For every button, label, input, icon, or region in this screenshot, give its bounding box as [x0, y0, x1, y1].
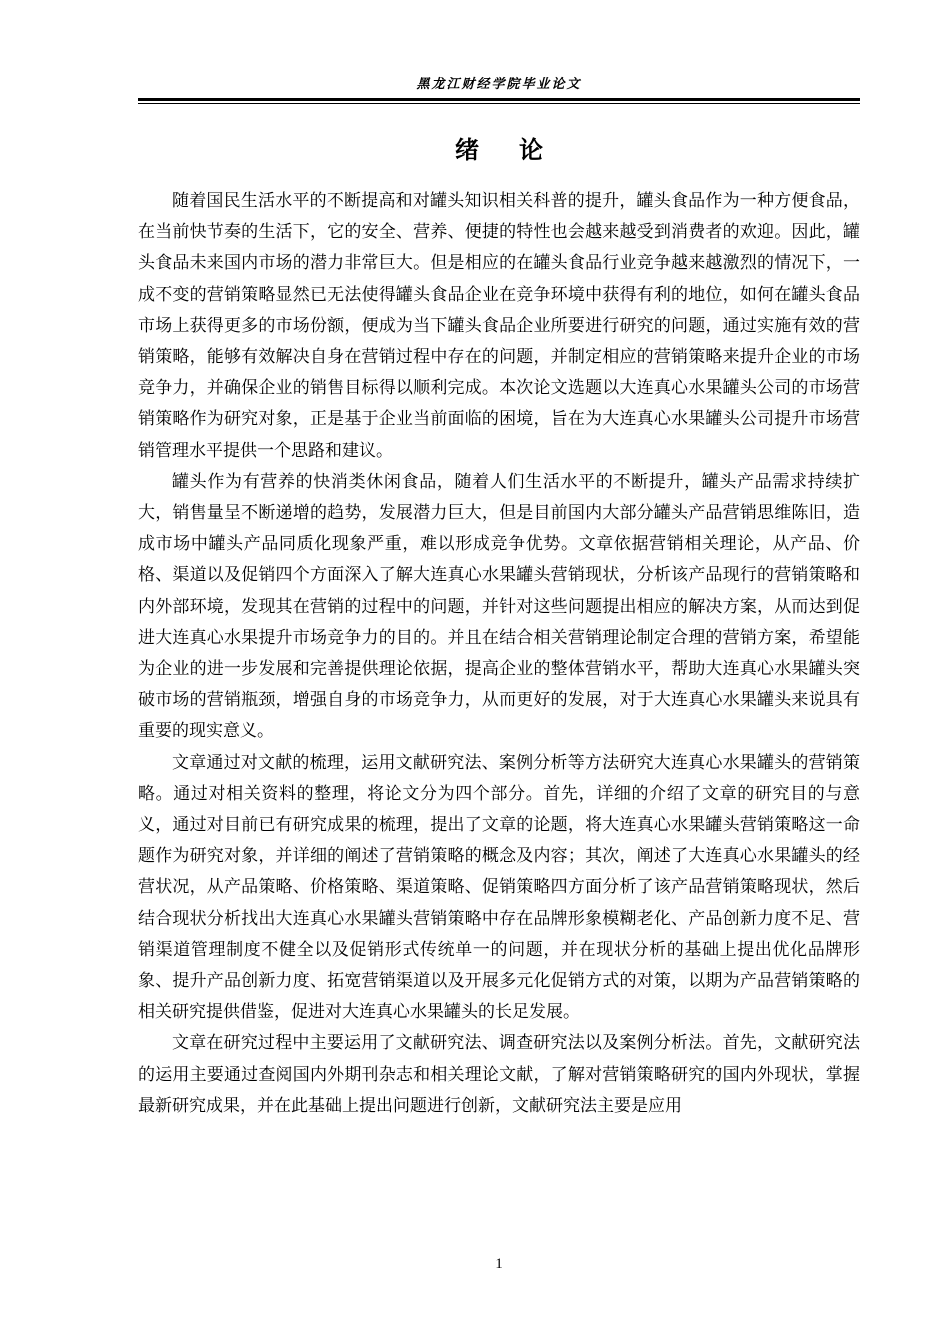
paragraph-4: 文章在研究过程中主要运用了文献研究法、调查研究法以及案例分析法。首先，文献研究法的运用主要通过查阅国内外期刊杂志和相关理论文献，了解对营销策略研究的国内外现状，掌握最新研究成果，并在此基础上提出问题进行创新，文献研究法主要是应用: [138, 1033, 860, 1116]
running-header: 黑龙江财经学院毕业论文: [416, 77, 582, 92]
body-text: [138, 186, 860, 1122]
paragraph-3: 文章通过对文献的梳理，运用文献研究法、案例分析等方法研究大连真心水果罐头的营销策略。通过对相关资料的整理，将论文分为四个部分。首先，详细的介绍了文章的研究目的与意义，通过对目前已有研究成果的梳理，提出了文章的论题，将大连真心水果罐头营销策略这一命题作为研究对象，并详细的阐述了营销策略的概念及内容；其次，阐述了大连真心水果罐头的经营状况，从产品策略、价格策略、渠道策略、促销策略四方面分析了该产品营销策略现状，然后结合现状分析找出大连真心水果罐头营销策略中存在品牌形象模糊老化、产品创新力度不足、营销渠道管理制度不健全以及促销形式传统单一的问题，并在现状分析的基础上提出优化品牌形象、提升产品创新力度、拓宽营销渠道以及开展多元化促销方式的对策，以期为产品营销策略的相关研究提供借鉴，促进对大连真心水果罐头的长足发展。: [138, 752, 860, 1023]
paragraph-2: 罐头作为有营养的快消类休闲食品，随着人们生活水平的不断提升，罐头产品需求持续扩大，销售量呈不断递增的趋势，发展潜力巨大，但是目前国内大部分罐头产品营销思维陈旧，造成市场中罐头产品同质化现象严重，难以形成竞争优势。文章依据营销相关理论，从产品、价格、渠道以及促销四个方面深入了解大连真心水果罐头营销现状，分析该产品现行的营销策略和内外部环境，发现其在营销的过程中的问题，并针对这些问题提出相应的解决方案，从而达到促进大连真心水果提升市场竞争力的目的。并且在结合相关营销理论制定合理的营销方案，希望能为企业的进一步发展和完善提供理论依据，提高企业的整体营销水平，帮助大连真心水果罐头突破市场的营销瓶颈，增强自身的市场竞争力，从而更好的发展，对于大连真心水果罐头来说具有重要的现实意义。: [138, 471, 860, 742]
header-rule-thin: [138, 103, 860, 104]
page-number: 1: [495, 1256, 503, 1272]
paragraph-1: 随着国民生活水平的不断提高和对罐头知识相关科普的提升，罐头食品作为一种方便食品，在当前快节奏的生活下，它的安全、营养、便捷的特性也会越来越受到消费者的欢迎。因此，罐头食品未来国内市场的潜力非常巨大。但是相应的在罐头食品行业竞争越来越激烈的情况下，一成不变的营销策略显然已无法使得罐头食品企业在竞争环境中获得有利的地位，如何在罐头食品市场上获得更多的市场份额，便成为当下罐头食品企业所要进行研究的问题，通过实施有效的营销策略，能够有效解决自身在营销过程中存在的问题，并制定相应的营销策略来提升企业的市场竞争力，并确保企业的销售目标得以顺利完成。本次论文选题以大连真心水果罐头公司的市场营销策略作为研究对象，正是基于企业当前面临的困境，旨在为大连真心水果罐头公司提升市场营销管理水平提供一个思路和建议。: [138, 191, 860, 461]
chapter-title: 绪论: [455, 136, 583, 164]
header-rule-thick: [138, 98, 860, 101]
